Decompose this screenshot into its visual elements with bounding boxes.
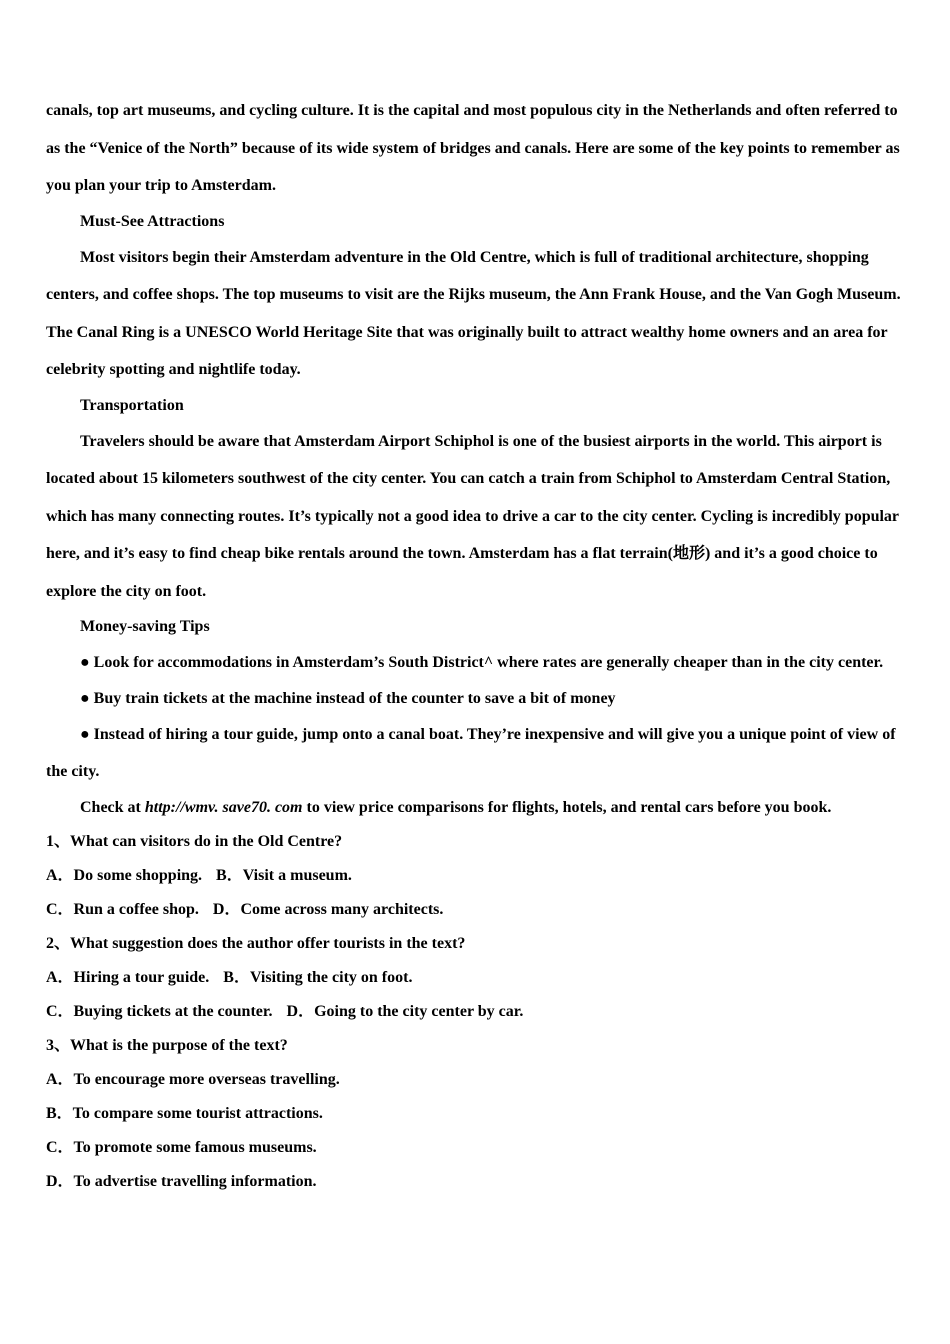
check-prefix: Check at <box>80 798 145 816</box>
question-3-option-d: D．To advertise travelling information. <box>46 1172 317 1190</box>
question-2-option-d: D．Going to the city center by car. <box>286 1002 524 1020</box>
question-1-options-ab <box>46 859 910 893</box>
question-3-option-b: B．To compare some tourist attractions. <box>46 1104 323 1122</box>
question-3-option-c: C．To promote some famous museums. <box>46 1138 317 1156</box>
transportation-paragraph: Travelers should be aware that Amsterdam Airport Schiphol is one of the busiest airports in the world. This airport is located about 15 kilometers southwest of the city center. You can catch a train from Schiphol to Amsterdam Central Station, which has many connecting routes. It’s typically not a good idea to drive a car to the city center. Cycling is incredibly popular here, and it’s easy to find cheap bike rentals around the town. Amsterdam has a flat terrain(地形) and it’s a good choice to explore the city on foot. <box>46 432 899 600</box>
question-1-option-b: B．Visit a museum. <box>216 866 352 884</box>
question-1-option-a: A．Do some shopping. <box>46 866 203 884</box>
tip-train-tickets: ● Buy train tickets at the machine instead of the counter to save a bit of money <box>80 689 616 707</box>
question-1-option-d: D．Come across many architects. <box>212 900 444 918</box>
heading-money-saving: Money-saving Tips <box>80 618 210 635</box>
check-line <box>46 791 910 825</box>
question-1-options-cd <box>46 893 910 927</box>
question-2-options-ab <box>46 961 910 995</box>
heading-transportation: Transportation <box>80 396 184 414</box>
intro-paragraph: canals, top art museums, and cycling culture. It is the capital and most populous city in the Netherlands and often referred to as the “Venice of the North” because of its wide system of bridges and canals. Here are some of the key points to remember as you plan your trip to Amsterdam. <box>46 102 900 194</box>
question-3-option-a: A．To encourage more overseas travelling. <box>46 1070 340 1088</box>
question-1-option-c: C．Run a coffee shop. <box>46 900 199 918</box>
check-suffix: to view price comparisons for flights, hotels, and rental cars before you book. <box>302 798 832 816</box>
question-1-stem: 1、What can visitors do in the Old Centre? <box>46 832 343 850</box>
heading-attractions: Must-See Attractions <box>80 212 225 230</box>
document-page <box>46 92 910 1199</box>
tip-canal-boat: ● Instead of hiring a tour guide, jump onto a canal boat. They’re inexpensive and will give you a unique point of view of the city. <box>46 725 896 780</box>
question-2-option-b: B．Visiting the city on foot. <box>223 968 413 986</box>
question-2-stem: 2、What suggestion does the author offer tourists in the text? <box>46 934 466 952</box>
attractions-paragraph: Most visitors begin their Amsterdam adventure in the Old Centre, which is full of traditional architecture, shopping centers, and coffee shops. The top museums to visit are the Rijks museum, the Ann Frank House, and the Van Gogh Museum. The Canal Ring is a UNESCO World Heritage Site that was originally built to attract wealthy home owners and an area for celebrity spotting and nightlife today. <box>46 248 901 378</box>
question-3-stem: 3、What is the purpose of the text? <box>46 1036 288 1054</box>
tip-accommodation: ● Look for accommodations in Amsterdam’s South District^ where rates are generally cheaper than in the city center. <box>80 654 884 671</box>
question-2-options-cd <box>46 995 910 1029</box>
question-2-option-c: C．Buying tickets at the counter. <box>46 1002 273 1020</box>
question-2-option-a: A．Hiring a tour guide. <box>46 968 210 986</box>
check-url-link[interactable]: http://wmv. save70. com <box>144 798 303 816</box>
